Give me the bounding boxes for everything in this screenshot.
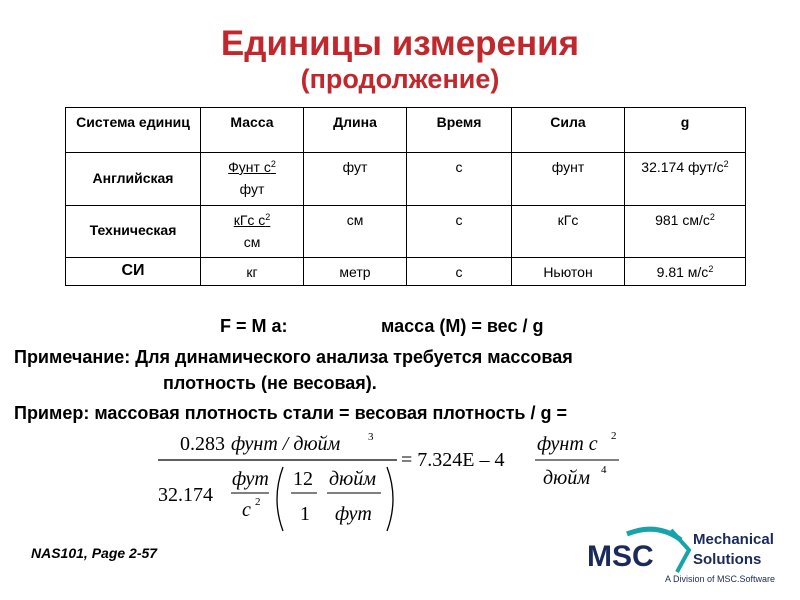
paren-denominator: 1: [300, 503, 310, 525]
logo-tagline: A Division of MSC.Software: [665, 574, 776, 584]
row-system: Английская: [66, 153, 201, 206]
paren-numerator: 12: [293, 468, 313, 490]
result-value: = 7.324E – 4: [401, 449, 505, 471]
row-system: СИ: [66, 258, 201, 286]
result-unit-top: фунт с: [537, 433, 598, 455]
units-table: [65, 107, 746, 286]
formula-mass: масса (M) = вес / g: [381, 316, 544, 336]
header-mass: Масса: [201, 108, 304, 153]
mass-denominator: фут: [239, 181, 265, 197]
denominator-value: 32.174: [158, 484, 213, 506]
numerator-unit: фунт / дюйм: [231, 433, 341, 455]
denominator-unit-exponent: 2: [255, 496, 261, 508]
header-g: g: [625, 108, 746, 153]
example-line: Пример: массовая плотность стали = весовая плотность / g =: [14, 403, 567, 423]
density-equation: [155, 427, 635, 537]
paren-unit-top: дюйм: [329, 468, 376, 490]
header-system: Система единиц: [66, 108, 201, 153]
page-title: Единицы измерения: [220, 24, 580, 63]
row-length: фут: [304, 153, 407, 206]
result-unit-bottom: дюйм: [543, 467, 590, 489]
page-footer: NAS101, Page 2-57: [31, 545, 158, 561]
left-paren: [277, 467, 283, 531]
logo-line2: Solutions: [693, 551, 762, 568]
note-line-2: плотность (не весовая).: [163, 373, 377, 393]
header-length: Длина: [304, 108, 407, 153]
row-length: метр: [304, 258, 407, 286]
row-mass: кг: [201, 258, 304, 286]
table-header-row: [66, 108, 746, 153]
header-force: Сила: [512, 108, 625, 153]
result-unit-bottom-exponent: 4: [601, 464, 607, 476]
paren-unit-bottom: фут: [335, 503, 372, 525]
numerator-value: 0.283: [180, 433, 225, 455]
row-g: 9.81 $м/с^2$: [625, 258, 746, 286]
row-time: с: [407, 153, 512, 206]
logo-line1: Mechanical: [693, 531, 774, 548]
denominator-unit-bottom: с: [242, 499, 251, 521]
row-system: Техническая: [66, 205, 201, 258]
row-g: 32.174 фут/$с^2$: [625, 153, 746, 206]
right-paren: [387, 467, 393, 531]
logo-brand: MSC: [587, 540, 654, 573]
row-time: с: [407, 205, 512, 258]
numerator-exponent: 3: [368, 431, 374, 443]
row-force: кГс: [512, 205, 625, 258]
denominator-unit-top: фут: [232, 468, 269, 490]
page-subtitle: (продолжение): [300, 64, 500, 94]
msc-logo: [585, 520, 790, 590]
note-line-1: Примечание: Для динамического анализа требуется массовая: [14, 347, 573, 367]
mass-numerator: Фунт $с^2$: [228, 159, 276, 175]
row-force: Ньютон: [512, 258, 625, 286]
header-time: Время: [407, 108, 512, 153]
row-time: с: [407, 258, 512, 286]
table-row: [66, 205, 746, 258]
row-g: 981 $см/с^2$: [625, 205, 746, 258]
row-length: см: [304, 205, 407, 258]
table-row: [66, 258, 746, 286]
mass-numerator: кГс $с^2$: [233, 211, 271, 228]
row-mass: [201, 205, 304, 258]
mass-denominator: см: [243, 233, 261, 250]
formula-fma: F = M a:: [220, 316, 288, 336]
row-force: фунт: [512, 153, 625, 206]
result-unit-top-exponent: 2: [611, 430, 617, 442]
table-row: [66, 153, 746, 206]
row-mass: [201, 153, 304, 206]
